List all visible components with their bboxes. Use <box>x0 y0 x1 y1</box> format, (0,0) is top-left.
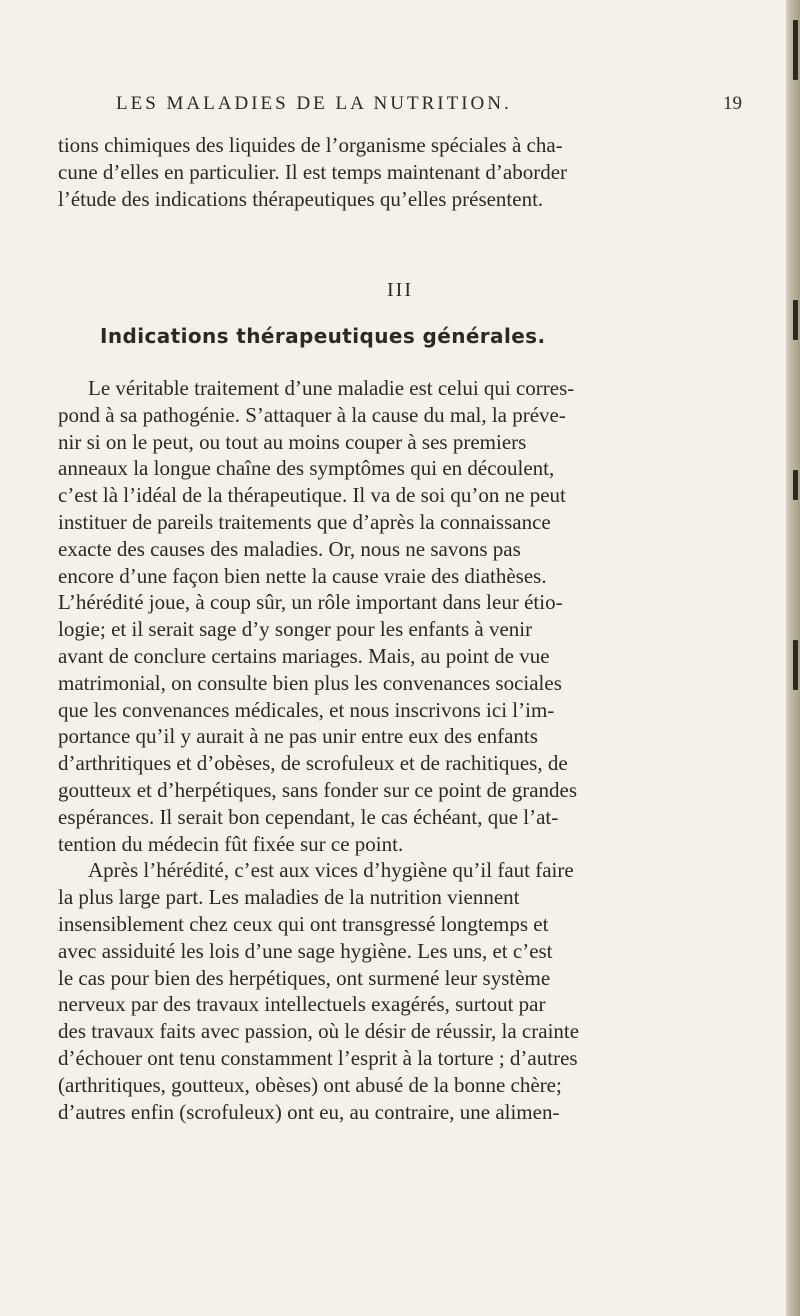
text-line: tention du médecin fût fixée sur ce point. <box>58 831 404 856</box>
intro-paragraph <box>58 132 758 212</box>
edge-mark <box>793 470 798 500</box>
text-line: insensiblement chez ceux qui ont transgressé longtemps et <box>58 911 549 936</box>
page-edge-shadow <box>786 0 800 1316</box>
main-text <box>58 375 758 1125</box>
text-line: la plus large part. Les maladies de la nutrition viennent <box>58 885 520 910</box>
text-line: portance qu’il y aurait à ne pas unir entre eux des enfants <box>58 724 538 749</box>
text-line: Après l’hérédité, c’est aux vices d’hygiène qu’il faut faire <box>88 858 574 883</box>
edge-mark <box>793 640 798 690</box>
text-line: pond à sa pathogénie. S’attaquer à la cause du mal, la préve- <box>58 402 566 427</box>
text-line: L’hérédité joue, à coup sûr, un rôle important dans leur étio- <box>58 590 563 615</box>
text-line: nir si on le peut, ou tout au moins couper à ses premiers <box>58 429 527 454</box>
text-line: instituer de pareils traitements que d’après la connaissance <box>58 509 551 534</box>
text-line: avant de conclure certains mariages. Mais, au point de vue <box>58 643 550 668</box>
edge-mark <box>793 20 798 80</box>
text-line: anneaux la longue chaîne des symptômes qui en découlent, <box>58 456 555 481</box>
text-line: d’arthritiques et d’obèses, de scrofuleux et de rachitiques, de <box>58 751 568 776</box>
text-line: espérances. Il serait bon cependant, le cas échéant, que l’at- <box>58 804 559 829</box>
page-number: 19 <box>723 93 742 114</box>
text-line: goutteux et d’herpétiques, sans fonder sur ce point de grandes <box>58 777 578 802</box>
text-line: logie; et il serait sage d’y songer pour les enfants à venir <box>58 617 533 642</box>
text-line: que les convenances médicales, et nous inscrivons ici l’im- <box>58 697 555 722</box>
text-line: des travaux faits avec passion, où le désir de réussir, la crainte <box>58 1019 580 1044</box>
text-line: exacte des causes des maladies. Or, nous ne savons pas <box>58 536 521 561</box>
text-line: le cas pour bien des herpétiques, ont surmené leur système <box>58 965 551 990</box>
running-head-title: LES MALADIES DE LA NUTRITION. <box>116 93 512 114</box>
edge-mark <box>793 300 798 340</box>
text-line: encore d’une façon bien nette la cause vraie des diathèses. <box>58 563 547 588</box>
text-line: (arthritiques, goutteux, obèses) ont abusé de la bonne chère; <box>58 1072 562 1097</box>
text-line: Le véritable traitement d’une maladie est celui qui corres- <box>88 376 575 400</box>
text-line: matrimonial, on consulte bien plus les convenances sociales <box>58 670 562 695</box>
text-line: d’échouer ont tenu constamment l’esprit à la torture ; d’autres <box>58 1045 578 1070</box>
text-line: nerveux par des travaux intellectuels exagérés, surtout par <box>58 992 546 1017</box>
section-number: III <box>387 279 413 301</box>
text-line: avec assiduité les lois d’une sage hygiène. Les uns, et c’est <box>58 938 553 963</box>
text-line: c’est là l’idéal de la thérapeutique. Il va de soi qu’on ne peut <box>58 483 566 508</box>
text-line: d’autres enfin (scrofuleux) ont eu, au contraire, une alimen- <box>58 1099 560 1124</box>
text-line: l’étude des indications thérapeutiques qu’elles présentent. <box>58 186 544 211</box>
running-head <box>58 93 758 117</box>
section-title: Indications thérapeutiques générales. <box>100 324 546 348</box>
text-line: tions chimiques des liquides de l’organisme spéciales à cha- <box>58 133 563 157</box>
text-line: cune d’elles en particulier. Il est temps maintenant d’aborder <box>58 159 568 184</box>
